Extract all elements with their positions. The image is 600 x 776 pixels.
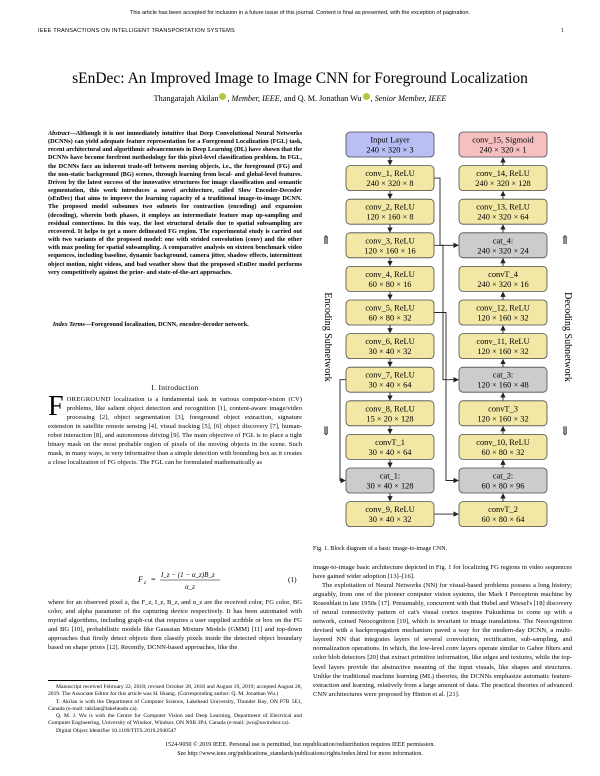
index-terms bbox=[48, 321, 302, 329]
copyright-line-1: 1524-9050 © 2019 IEEE. Personal use is permitted, but republication/redistribution requires IEEE permission. bbox=[165, 742, 435, 748]
block-name: conv_2, ReLU bbox=[365, 202, 415, 212]
block-name: cat_1: bbox=[379, 471, 401, 481]
block-name: cat_4: bbox=[492, 236, 514, 246]
block-name: conv_6, ReLU bbox=[365, 337, 415, 347]
block-dims: 60 × 80 × 32 bbox=[481, 447, 525, 457]
block-conv_2-relu bbox=[346, 199, 434, 224]
svg-text:=: = bbox=[151, 575, 156, 584]
block-cat_1 bbox=[346, 468, 434, 493]
block-name: conv_1, ReLU bbox=[365, 169, 415, 179]
block-conv_12-relu bbox=[459, 300, 547, 325]
page-number: 1 bbox=[561, 28, 564, 34]
block-name: conv_4, ReLU bbox=[365, 269, 415, 279]
copyright-line-2: See http://www.ieee.org/publications_standards/publications/rights/index.html for more information. bbox=[177, 750, 423, 757]
encoding-up-arrow-icon: ⇑ bbox=[321, 233, 332, 247]
eq-lhs-sub: z bbox=[144, 580, 147, 586]
block-dims: 120 × 160 × 32 bbox=[477, 414, 529, 424]
author-2-role: , Senior Member, IEEE bbox=[370, 94, 447, 103]
block-dims: 60 × 80 × 96 bbox=[481, 481, 525, 491]
block-name: conv_10, ReLU bbox=[476, 437, 530, 447]
right-paragraph-1: The exploitation of Neural Networks (NN) for visual-based problems possess a long history; arguably, from one of the pioneer computer vision systems, the Mark I Perceptron machine by Rosenblatt in late 1950s [17]. Presumably, concurrent with that Hubel and Wiesel's [18] discovery of neural connectivity pattern of cat's visual cortex inspires Fukushima to come up with a network, coined Neocognitron [19], which is invariant to image translations. The Neocognitron devised with a backpropagation mechanism paved a way for the modern-day DCNN, a multi-layered NN that integrates layers of several convolution, rectification, sub-sampling, and normalization operations. In which, the low-level conv layers operate similar to Gabor filters and color blob detectors [20] that extract primitive information, like edges and textures, while the top-level layers provide the abstractive meaning of the input visuals, like shapes and structures. Unlike the traditional machine learning (ML) theories, the DCNNs emphasize automatic feature-extraction and learning, relatively from a large amount of data. The practical theories of advanced CNN architectures were proposed by Hinton et al. [21]. bbox=[313, 582, 572, 698]
block-dims: 240 × 320 × 8 bbox=[366, 179, 414, 189]
encoding-subnetwork-label: Encoding Subnetwork bbox=[322, 292, 333, 382]
eq-lhs: F bbox=[138, 575, 143, 584]
equation-svg bbox=[48, 568, 302, 592]
footnote-author-2: Q. M. J. Wu is with the Centre for Computer Vision and Deep Learning, Department of Electrical and Computer Engineering, University of Windsor, Windsor, ON N9B 3P4, Canada (e-mail: jwu@uwindsor.ca). bbox=[48, 713, 302, 727]
block-name: convT_2 bbox=[488, 505, 518, 515]
author-and: and bbox=[281, 94, 298, 103]
abstract bbox=[48, 130, 302, 277]
block-dims: 240 × 320 × 3 bbox=[366, 145, 414, 155]
index-terms-label: Index Terms bbox=[52, 321, 85, 328]
footnote-author-1: T. Akilan is with the Department of Computer Science, Lakehead University, Thunder Bay, ON P7B 5E1, Canada (e-mail: takilan@lakeheadu.ca). bbox=[48, 698, 302, 712]
block-convt_4 bbox=[459, 266, 547, 291]
block-conv_3-relu bbox=[346, 233, 434, 258]
block-dims: 30 × 40 × 32 bbox=[368, 347, 412, 357]
author-1-role: , Member, IEEE, bbox=[227, 94, 282, 103]
intro-paragraph-1 bbox=[48, 391, 302, 467]
footnotes bbox=[48, 684, 302, 735]
block-dims: 120 × 160 × 32 bbox=[477, 313, 529, 323]
block-dims: 240 × 320 × 64 bbox=[477, 212, 529, 222]
block-name: convT_1 bbox=[375, 437, 405, 447]
section-heading-introduction: I. Introduction bbox=[151, 383, 199, 392]
block-name: conv_13, ReLU bbox=[476, 202, 530, 212]
block-conv_15-sigmoid bbox=[459, 132, 547, 157]
figure-1-caption: Fig. 1. Block diagram of a basic image-to-image CNN. bbox=[313, 546, 448, 552]
decoding-up-arrow-icon: ⇑ bbox=[560, 233, 571, 247]
equation-1 bbox=[48, 568, 302, 590]
block-cat_4 bbox=[459, 233, 547, 258]
right-column-text bbox=[313, 563, 572, 699]
copyright-notice bbox=[0, 741, 600, 758]
block-conv_5-relu bbox=[346, 300, 434, 325]
block-conv_13-relu bbox=[459, 199, 547, 224]
block-dims: 60 × 80 × 64 bbox=[481, 515, 525, 525]
abstract-text: —Although it is not immediately intuitive that Deep Convolutional Neural Networks (DCNNs) can yield adequate feature representation for a Foreground Localization (FGL) task, recent architectural and algorithmic advancements in Deep Learning (DL) have shown that the DCNNs have become forefront methodology for this pixel-level classification problem. In FGL, the DCNNs face an inherent trade-off between moving objects, i.e., the foreground (FG) and the non-static background (BG) scenes, through learning from local- and global-level features. Driven by the latest success of the innovative structures for image classification and semantic segmentation, this work introduces a novel architecture, called Slow Encoder-Decoder (sEnDec) that aims to improve the learning capacity of a traditional image-to-image DCNN. The proposed model subsumes two subnets for contraction (encoding) and expansion (decoding), wherein both phases, it employs an intermediate feature map up-sampling and residual connections. In this way, the lost structural details due to spatial subsampling are recovered. It helps to get a more delineated FG region. The experimental study is carried out with two variants of the proposed model: one with strided convolution (conv) and the other with max pooling for spatial subsampling. A comparative analysis on sixteen benchmark video sequences, including baseline, dynamic background, camera jitter, shadow effects, intermittent object motion, night videos, and bad weather show that the proposed sEnDec model performs very competitively against the prior- and state-of-the-art approaches. bbox=[48, 130, 302, 276]
block-name: convT_3 bbox=[488, 404, 518, 414]
block-conv_1-relu bbox=[346, 166, 434, 191]
edge-skip-connection bbox=[340, 380, 346, 481]
block-name: cat_2: bbox=[492, 471, 514, 481]
block-dims: 120 × 160 × 48 bbox=[477, 380, 529, 390]
block-cat_2 bbox=[459, 468, 547, 493]
orcid-icon[interactable] bbox=[219, 93, 226, 100]
block-name: convT_4 bbox=[488, 269, 518, 279]
block-name: conv_14, ReLU bbox=[476, 169, 530, 179]
block-name: conv_9, ReLU bbox=[365, 505, 415, 515]
block-name: conv_3, ReLU bbox=[365, 236, 415, 246]
block-cat_3 bbox=[459, 367, 547, 392]
block-conv_10-relu bbox=[459, 434, 547, 459]
block-dims: 30 × 40 × 64 bbox=[368, 447, 412, 457]
intro-paragraph-2: where for an observed pixel z, the F_z, I_z, B_z, and α_z are the received color, FG color, BG color, and alpha parameter of the capturing device respectively. It has been automated with myriad algorithms, including graph-cut that requires a user supplied scribble or box on the FG and BG [10], probabilistic models like Gaussian Mixture Models (GMM) [11] and top-down approaches that firstly detect objects then classify pixels inside the detected object boundary based on shape priors [12]. Recently, DCNN-based approaches, like the bbox=[48, 599, 302, 652]
edge-skip-connection bbox=[434, 313, 458, 481]
block-name: conv_12, ReLU bbox=[476, 303, 530, 313]
block-dims: 30 × 40 × 32 bbox=[368, 515, 412, 525]
decoding-down-arrow-icon: ⇓ bbox=[560, 424, 571, 438]
block-dims: 30 × 40 × 128 bbox=[366, 481, 414, 491]
drop-cap: F bbox=[48, 391, 64, 422]
running-head: IEEE TRANSACTIONS ON INTELLIGENT TRANSPORTATION SYSTEMS bbox=[38, 28, 235, 34]
block-convt_1 bbox=[346, 434, 434, 459]
decoding-subnetwork-label: Decoding Subnetwork bbox=[562, 292, 573, 382]
acceptance-notice: This article has been accepted for inclusion in a future issue of this journal. Content is final as presented, with the exception of pagination. bbox=[129, 10, 471, 16]
block-dims: 120 × 160 × 32 bbox=[477, 347, 529, 357]
abstract-label: Abstract bbox=[48, 130, 70, 137]
block-conv_6-relu bbox=[346, 334, 434, 359]
block-name: Input Layer bbox=[370, 135, 410, 145]
author-1-name[interactable]: Thangarajah Akilan bbox=[153, 94, 219, 103]
block-convt_2 bbox=[459, 502, 547, 527]
block-dims: 30 × 40 × 64 bbox=[368, 380, 412, 390]
orcid-icon[interactable] bbox=[363, 93, 370, 100]
index-terms-text: —Foreground localization, DCNN, encoder-decoder network. bbox=[84, 321, 249, 328]
block-conv_11-relu bbox=[459, 334, 547, 359]
encoding-down-arrow-icon: ⇓ bbox=[321, 424, 332, 438]
paper-title: sEnDec: An Improved Image to Image CNN for Foreground Localization bbox=[72, 70, 528, 87]
block-name: conv_8, ReLU bbox=[365, 404, 415, 414]
block-dims: 60 × 80 × 16 bbox=[368, 279, 412, 289]
block-name: conv_11, ReLU bbox=[476, 337, 530, 347]
footnote-rule bbox=[48, 680, 118, 681]
eq-number: (1) bbox=[288, 575, 297, 584]
block-dims: 240 × 320 × 128 bbox=[475, 179, 531, 189]
block-name: conv_5, ReLU bbox=[365, 303, 415, 313]
block-dims: 60 × 80 × 32 bbox=[368, 313, 412, 323]
intro-text-1: localization is a fundamental task in various computer-vision (CV) problems, like salient object detection and recognition [1], content-aware image/video processing [2], object segmentation [3], foreground object extraction, signature extension in satellite remote sensing [4], visual tracking [5], [6] object discovery [7], human-robot interaction [8], and autonomous driving [9]. The main objective of FGL is to place a tight binary mask on the most probable region of pixels of the moving objects in the scene. Such mask, in many ways, is very informative than a simple detection with bounding box as it creates a close localization of FG objects. The FGL can be formulated mathematically as bbox=[48, 396, 302, 467]
block-conv_4-relu bbox=[346, 266, 434, 291]
author-2-name[interactable]: Q. M. Jonathan Wu bbox=[297, 94, 362, 103]
block-dims: 120 × 160 × 8 bbox=[366, 212, 414, 222]
block-name: conv_15, Sigmoid bbox=[472, 135, 534, 145]
author-line bbox=[0, 93, 600, 103]
figure-1-diagram bbox=[313, 127, 578, 542]
eq-numerator: I_z − (1 − α_z)B_z bbox=[161, 571, 215, 579]
diagram-blocks bbox=[346, 132, 547, 527]
footnote-doi: Digital Object Identifier 10.1109/TITS.2019.2940547 bbox=[56, 727, 177, 734]
block-dims: 240 × 320 × 16 bbox=[477, 279, 529, 289]
block-name: conv_7, ReLU bbox=[365, 370, 415, 380]
block-input-layer bbox=[346, 132, 434, 157]
block-dims: 240 × 320 × 1 bbox=[479, 145, 527, 155]
block-conv_14-relu bbox=[459, 166, 547, 191]
edge-skip-connection bbox=[434, 178, 458, 245]
footnote-manuscript: Manuscript received February 22, 2018; revised October 28, 2018 and August 19, 2019; accepted August 28, 2019. The Associate Editor for this article was H. Huang. (Corresponding author: Q. M. Jonathan Wu.) bbox=[48, 684, 302, 698]
block-name: cat_3: bbox=[492, 370, 514, 380]
block-conv_8-relu bbox=[346, 401, 434, 426]
right-paragraph-0: image-to-image basic architecture depicted in Fig. 1 for localizing FG regions in video sequences have gained wider adoption [13]–[16]. bbox=[313, 564, 572, 581]
block-dims: 15 × 20 × 128 bbox=[366, 414, 414, 424]
block-dims: 120 × 160 × 16 bbox=[364, 246, 416, 256]
intro-lead-word: OREGROUND bbox=[66, 396, 111, 403]
block-convt_3 bbox=[459, 401, 547, 426]
block-conv_7-relu bbox=[346, 367, 434, 392]
eq-denominator: α_z bbox=[185, 583, 195, 591]
block-conv_9-relu bbox=[346, 502, 434, 527]
block-dims: 240 × 320 × 24 bbox=[477, 246, 529, 256]
